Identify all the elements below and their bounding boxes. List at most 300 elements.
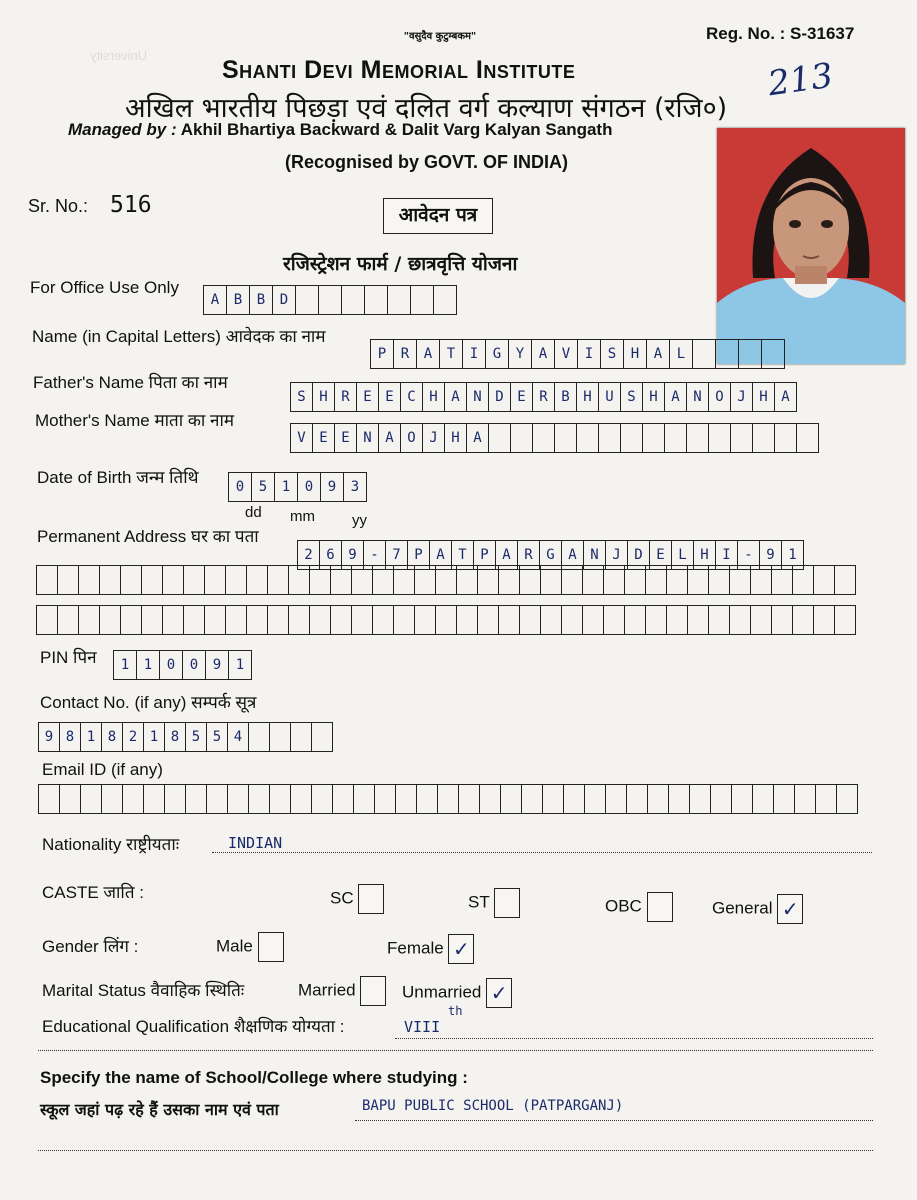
addr3-box[interactable] <box>225 605 246 635</box>
office-use-label: For Office Use Only <box>30 278 179 297</box>
contact-label: Contact No. (if any) सम्पर्क सूत्र <box>40 693 257 712</box>
mother-box[interactable]: A <box>378 423 400 453</box>
addr2-box[interactable] <box>729 565 750 595</box>
mother-box[interactable]: N <box>356 423 378 453</box>
gender-male-checkbox[interactable] <box>258 932 284 962</box>
contact-box[interactable] <box>311 722 333 752</box>
address-boxes-row2 <box>36 565 856 595</box>
name-box[interactable] <box>738 339 761 369</box>
mother-box[interactable] <box>532 423 554 453</box>
addr1-box[interactable]: 7 <box>385 540 407 570</box>
gender-male-label: Male <box>216 936 253 956</box>
office-box[interactable] <box>410 285 433 315</box>
email-box[interactable] <box>269 784 290 814</box>
name-box[interactable] <box>761 339 785 369</box>
addr3-box[interactable] <box>666 605 687 635</box>
addr2-box[interactable] <box>330 565 351 595</box>
addr3-box[interactable] <box>792 605 813 635</box>
addr3-box[interactable] <box>813 605 834 635</box>
caste-sc-checkbox[interactable] <box>358 884 384 914</box>
motto: "वसुदैव कुटुम्बकम" <box>403 31 477 42</box>
email-box[interactable] <box>227 784 248 814</box>
email-box[interactable] <box>38 784 59 814</box>
caste-st-option[interactable] <box>468 888 520 918</box>
addr2-box[interactable] <box>456 565 477 595</box>
caste-general-option[interactable] <box>712 894 803 924</box>
father-box[interactable]: A <box>444 382 466 412</box>
addr2-box[interactable] <box>309 565 330 595</box>
father-box[interactable]: S <box>620 382 642 412</box>
marital-unmarried-label: Unmarried <box>402 982 482 1002</box>
addr1-box[interactable]: A <box>495 540 517 570</box>
pin-box[interactable]: 9 <box>205 650 228 680</box>
addr2-box[interactable] <box>771 565 792 595</box>
addr3-box[interactable] <box>120 605 141 635</box>
addr3-box[interactable] <box>141 605 162 635</box>
email-box[interactable] <box>479 784 500 814</box>
addr1-box[interactable]: 2 <box>297 540 319 570</box>
name-box[interactable]: A <box>416 339 439 369</box>
caste-general-checkbox[interactable]: ✓ <box>777 894 803 924</box>
mother-box[interactable] <box>598 423 620 453</box>
caste-st-checkbox[interactable] <box>494 888 520 918</box>
father-box[interactable]: H <box>576 382 598 412</box>
father-box[interactable]: A <box>774 382 797 412</box>
recognition: (Recognised by GOVT. OF INDIA) <box>285 152 569 172</box>
gender-female-checkbox[interactable]: ✓ <box>448 934 474 964</box>
addr3-box[interactable] <box>687 605 708 635</box>
addr2-box[interactable] <box>57 565 78 595</box>
office-use-boxes <box>203 285 457 315</box>
email-box[interactable] <box>605 784 626 814</box>
office-box[interactable]: A <box>203 285 226 315</box>
managed-prefix: Managed by : <box>68 120 177 139</box>
addr2-box[interactable] <box>267 565 288 595</box>
email-box[interactable] <box>101 784 122 814</box>
email-box[interactable] <box>752 784 773 814</box>
mother-box[interactable]: A <box>466 423 488 453</box>
email-box[interactable] <box>164 784 185 814</box>
addr2-box[interactable] <box>372 565 393 595</box>
father-box[interactable]: A <box>664 382 686 412</box>
addr2-box[interactable] <box>183 565 204 595</box>
father-box[interactable]: R <box>532 382 554 412</box>
addr3-box[interactable] <box>498 605 519 635</box>
addr2-box[interactable] <box>708 565 729 595</box>
addr2-box[interactable] <box>141 565 162 595</box>
email-box[interactable] <box>689 784 710 814</box>
dob-box[interactable]: 5 <box>251 472 274 502</box>
sr-no-label: Sr. No.: <box>28 196 89 216</box>
email-box[interactable] <box>437 784 458 814</box>
addr3-box[interactable] <box>330 605 351 635</box>
addr2-box[interactable] <box>813 565 834 595</box>
addr2-box[interactable] <box>393 565 414 595</box>
addr2-box[interactable] <box>435 565 456 595</box>
mother-box[interactable] <box>730 423 752 453</box>
addr2-box[interactable] <box>246 565 267 595</box>
email-box[interactable] <box>395 784 416 814</box>
father-box[interactable]: H <box>312 382 334 412</box>
addr1-box[interactable]: D <box>627 540 649 570</box>
mother-box[interactable] <box>554 423 576 453</box>
pin-boxes <box>113 650 252 680</box>
mother-box[interactable]: H <box>444 423 466 453</box>
addr3-box[interactable] <box>246 605 267 635</box>
addr1-box[interactable]: E <box>649 540 671 570</box>
name-box[interactable]: I <box>577 339 600 369</box>
father-box[interactable]: H <box>752 382 774 412</box>
addr2-box[interactable] <box>351 565 372 595</box>
dob-box[interactable]: 3 <box>343 472 367 502</box>
name-box[interactable]: G <box>485 339 508 369</box>
father-box[interactable]: N <box>466 382 488 412</box>
contact-box[interactable]: 8 <box>59 722 80 752</box>
father-box[interactable]: S <box>290 382 312 412</box>
marital-unmarried-checkbox[interactable]: ✓ <box>486 978 512 1008</box>
mother-box[interactable] <box>708 423 730 453</box>
name-label: Name (in Capital Letters) आवेदक का नाम <box>32 327 326 346</box>
addr2-box[interactable] <box>414 565 435 595</box>
marital-label: Marital Status वैवाहिक स्थितिः <box>42 981 245 1000</box>
father-box[interactable]: E <box>356 382 378 412</box>
addr3-box[interactable] <box>414 605 435 635</box>
pin-label: PIN पिन <box>40 648 97 667</box>
addr3-box[interactable] <box>582 605 603 635</box>
dob-box[interactable]: 9 <box>320 472 343 502</box>
addr3-box[interactable] <box>729 605 750 635</box>
addr3-box[interactable] <box>267 605 288 635</box>
email-box[interactable] <box>80 784 101 814</box>
gender-label: Gender लिंग : <box>42 937 139 956</box>
name-box[interactable]: V <box>554 339 577 369</box>
contact-box[interactable]: 9 <box>38 722 59 752</box>
office-box[interactable]: D <box>272 285 295 315</box>
email-box[interactable] <box>773 784 794 814</box>
nationality-label: Nationality राष्ट्रीयताः <box>42 835 180 854</box>
email-box[interactable] <box>416 784 437 814</box>
dob-label: Date of Birth जन्म तिथि <box>37 468 199 487</box>
addr3-box[interactable] <box>603 605 624 635</box>
blank-line <box>38 1050 873 1051</box>
contact-box[interactable]: 8 <box>164 722 185 752</box>
mother-box[interactable] <box>774 423 796 453</box>
handwritten-number: 213 <box>765 55 836 105</box>
addr2-box[interactable] <box>120 565 141 595</box>
mother-box[interactable]: O <box>400 423 422 453</box>
caste-sc-label: SC <box>330 888 354 908</box>
addr3-box[interactable] <box>456 605 477 635</box>
addr1-box[interactable]: L <box>671 540 693 570</box>
email-box[interactable] <box>542 784 563 814</box>
gender-female-label: Female <box>387 938 444 958</box>
addr3-box[interactable] <box>99 605 120 635</box>
mother-box[interactable] <box>620 423 642 453</box>
name-box[interactable] <box>715 339 738 369</box>
addr3-box[interactable] <box>645 605 666 635</box>
addr2-box[interactable] <box>519 565 540 595</box>
father-box[interactable]: N <box>686 382 708 412</box>
addr3-box[interactable] <box>834 605 856 635</box>
email-box[interactable] <box>290 784 311 814</box>
email-box[interactable] <box>59 784 80 814</box>
addr3-box[interactable] <box>519 605 540 635</box>
mother-box[interactable] <box>752 423 774 453</box>
caste-st-label: ST <box>468 892 490 912</box>
contact-box[interactable] <box>290 722 311 752</box>
mother-name-label: Mother's Name माता का नाम <box>35 411 235 430</box>
office-box[interactable] <box>295 285 318 315</box>
dob-yy: yy <box>352 512 367 529</box>
office-box[interactable]: B <box>226 285 249 315</box>
addr3-box[interactable] <box>771 605 792 635</box>
addr1-box[interactable]: 1 <box>781 540 804 570</box>
dob-box[interactable]: 0 <box>228 472 251 502</box>
email-box[interactable] <box>584 784 605 814</box>
email-box[interactable] <box>122 784 143 814</box>
addr3-box[interactable] <box>78 605 99 635</box>
addr3-box[interactable] <box>561 605 582 635</box>
addr3-box[interactable] <box>288 605 309 635</box>
mother-box[interactable] <box>576 423 598 453</box>
father-name-boxes <box>290 382 797 412</box>
email-box[interactable] <box>206 784 227 814</box>
addr2-box[interactable] <box>204 565 225 595</box>
office-box[interactable]: B <box>249 285 272 315</box>
email-box[interactable] <box>332 784 353 814</box>
school-value: BAPU PUBLIC SCHOOL (PATPARGANJ) <box>362 1098 624 1114</box>
name-box[interactable] <box>692 339 715 369</box>
addr1-box[interactable]: R <box>517 540 539 570</box>
name-box[interactable]: Y <box>508 339 531 369</box>
addr3-box[interactable] <box>204 605 225 635</box>
contact-box[interactable]: 5 <box>185 722 206 752</box>
dob-box[interactable]: 1 <box>274 472 297 502</box>
addr3-box[interactable] <box>540 605 561 635</box>
addr2-box[interactable] <box>78 565 99 595</box>
mother-box[interactable] <box>796 423 819 453</box>
addr2-box[interactable] <box>582 565 603 595</box>
email-box[interactable] <box>794 784 815 814</box>
addr2-box[interactable] <box>666 565 687 595</box>
addr1-box[interactable]: 9 <box>759 540 781 570</box>
addr1-box[interactable]: P <box>407 540 429 570</box>
name-box[interactable]: A <box>531 339 554 369</box>
addr3-box[interactable] <box>36 605 57 635</box>
dob-boxes <box>228 472 367 502</box>
father-box[interactable]: E <box>378 382 400 412</box>
email-label: Email ID (if any) <box>42 760 163 779</box>
addr3-box[interactable] <box>750 605 771 635</box>
addr3-box[interactable] <box>435 605 456 635</box>
father-box[interactable]: B <box>554 382 576 412</box>
addr3-box[interactable] <box>351 605 372 635</box>
addr3-box[interactable] <box>624 605 645 635</box>
mother-box[interactable] <box>488 423 510 453</box>
addr2-box[interactable] <box>162 565 183 595</box>
email-box[interactable] <box>815 784 836 814</box>
addr1-box[interactable]: P <box>473 540 495 570</box>
name-box[interactable]: H <box>623 339 646 369</box>
addr1-box[interactable]: H <box>693 540 715 570</box>
addr2-box[interactable] <box>687 565 708 595</box>
nationality-value: INDIAN <box>228 834 283 852</box>
office-box[interactable] <box>387 285 410 315</box>
addr2-box[interactable] <box>498 565 519 595</box>
email-box[interactable] <box>311 784 332 814</box>
father-box[interactable]: U <box>598 382 620 412</box>
addr3-box[interactable] <box>477 605 498 635</box>
addr2-box[interactable] <box>225 565 246 595</box>
mother-box[interactable]: V <box>290 423 312 453</box>
education-suffix: th <box>448 1004 463 1018</box>
addr3-box[interactable] <box>708 605 729 635</box>
addr3-box[interactable] <box>183 605 204 635</box>
father-box[interactable]: E <box>510 382 532 412</box>
addr1-box[interactable]: N <box>583 540 605 570</box>
email-box[interactable] <box>731 784 752 814</box>
name-box[interactable]: S <box>600 339 623 369</box>
education-label: Educational Qualification शैक्षणिक योग्यता : <box>42 1017 345 1036</box>
applicant-photo <box>717 128 905 364</box>
office-box[interactable] <box>364 285 387 315</box>
form-title: रजिस्ट्रेशन फार्म / छात्रवृत्ति योजना <box>283 253 518 275</box>
email-box[interactable] <box>143 784 164 814</box>
marital-married-option[interactable] <box>298 976 386 1006</box>
education-line <box>395 1038 873 1039</box>
email-box[interactable] <box>626 784 647 814</box>
pin-box[interactable]: 0 <box>182 650 205 680</box>
email-box[interactable] <box>458 784 479 814</box>
father-box[interactable]: D <box>488 382 510 412</box>
mother-box[interactable] <box>642 423 664 453</box>
addr2-box[interactable] <box>750 565 771 595</box>
pin-box[interactable]: 1 <box>228 650 252 680</box>
email-box[interactable] <box>374 784 395 814</box>
addr1-box[interactable]: A <box>561 540 583 570</box>
addr2-box[interactable] <box>477 565 498 595</box>
email-box[interactable] <box>185 784 206 814</box>
email-box[interactable] <box>248 784 269 814</box>
school-label: Specify the name of School/College where studying : <box>40 1068 468 1087</box>
marital-married-checkbox[interactable] <box>360 976 386 1006</box>
addr1-box[interactable]: T <box>451 540 473 570</box>
caste-label: CASTE जाति : <box>42 883 144 902</box>
addr1-box[interactable]: A <box>429 540 451 570</box>
organisation-name-hindi: अखिल भारतीय पिछड़ा एवं दलित वर्ग कल्याण संगठन (रजि०) <box>125 93 728 124</box>
contact-box[interactable]: 1 <box>80 722 101 752</box>
email-box[interactable] <box>563 784 584 814</box>
father-box[interactable]: H <box>642 382 664 412</box>
contact-box[interactable]: 4 <box>227 722 248 752</box>
email-box[interactable] <box>500 784 521 814</box>
addr2-box[interactable] <box>645 565 666 595</box>
addr3-box[interactable] <box>162 605 183 635</box>
addr2-box[interactable] <box>792 565 813 595</box>
mother-box[interactable] <box>510 423 532 453</box>
application-form-tag: आवेदन पत्र <box>383 198 493 234</box>
addr2-box[interactable] <box>834 565 856 595</box>
mother-box[interactable]: J <box>422 423 444 453</box>
mother-box[interactable]: E <box>334 423 356 453</box>
office-box[interactable] <box>341 285 364 315</box>
addr1-box[interactable]: - <box>737 540 759 570</box>
caste-general-label: General <box>712 898 773 918</box>
gender-female-option[interactable] <box>387 934 474 964</box>
dob-dd: dd <box>245 504 262 521</box>
father-box[interactable]: O <box>708 382 730 412</box>
addr1-box[interactable]: - <box>363 540 385 570</box>
caste-obc-option[interactable] <box>605 892 673 922</box>
name-box[interactable]: I <box>462 339 485 369</box>
caste-obc-checkbox[interactable] <box>647 892 673 922</box>
father-box[interactable]: H <box>422 382 444 412</box>
contact-box[interactable]: 2 <box>122 722 143 752</box>
father-box[interactable]: J <box>730 382 752 412</box>
caste-obc-label: OBC <box>605 896 642 916</box>
addr2-box[interactable] <box>288 565 309 595</box>
email-box[interactable] <box>647 784 668 814</box>
email-box[interactable] <box>521 784 542 814</box>
mother-box[interactable]: E <box>312 423 334 453</box>
contact-box[interactable] <box>269 722 290 752</box>
office-box[interactable] <box>433 285 457 315</box>
father-box[interactable]: C <box>400 382 422 412</box>
contact-box[interactable]: 8 <box>101 722 122 752</box>
addr1-box[interactable]: 6 <box>319 540 341 570</box>
name-box[interactable]: R <box>393 339 416 369</box>
contact-box[interactable]: 5 <box>206 722 227 752</box>
name-box[interactable]: L <box>669 339 692 369</box>
addr3-box[interactable] <box>57 605 78 635</box>
addr3-box[interactable] <box>372 605 393 635</box>
mother-name-boxes <box>290 423 819 453</box>
email-box[interactable] <box>353 784 374 814</box>
gender-male-option[interactable] <box>216 932 284 962</box>
addr1-box[interactable]: 9 <box>341 540 363 570</box>
father-box[interactable]: R <box>334 382 356 412</box>
email-box[interactable] <box>836 784 858 814</box>
addr2-box[interactable] <box>624 565 645 595</box>
addr2-box[interactable] <box>603 565 624 595</box>
addr1-box[interactable]: G <box>539 540 561 570</box>
addr2-box[interactable] <box>36 565 57 595</box>
office-box[interactable] <box>318 285 341 315</box>
addr2-box[interactable] <box>99 565 120 595</box>
pin-box[interactable]: 1 <box>136 650 159 680</box>
mother-box[interactable] <box>686 423 708 453</box>
email-box[interactable] <box>710 784 731 814</box>
name-box[interactable]: P <box>370 339 393 369</box>
addr2-box[interactable] <box>561 565 582 595</box>
contact-box[interactable] <box>248 722 269 752</box>
pin-box[interactable]: 1 <box>113 650 136 680</box>
pin-box[interactable]: 0 <box>159 650 182 680</box>
email-box[interactable] <box>668 784 689 814</box>
name-box[interactable]: A <box>646 339 669 369</box>
contact-box[interactable]: 1 <box>143 722 164 752</box>
addr1-box[interactable]: I <box>715 540 737 570</box>
addr1-box[interactable]: J <box>605 540 627 570</box>
addr3-box[interactable] <box>309 605 330 635</box>
addr2-box[interactable] <box>540 565 561 595</box>
mother-box[interactable] <box>664 423 686 453</box>
caste-sc-option[interactable] <box>330 884 384 914</box>
dob-box[interactable]: 0 <box>297 472 320 502</box>
name-box[interactable]: T <box>439 339 462 369</box>
registration-number: Reg. No. : S-31637 <box>706 24 855 43</box>
addr3-box[interactable] <box>393 605 414 635</box>
